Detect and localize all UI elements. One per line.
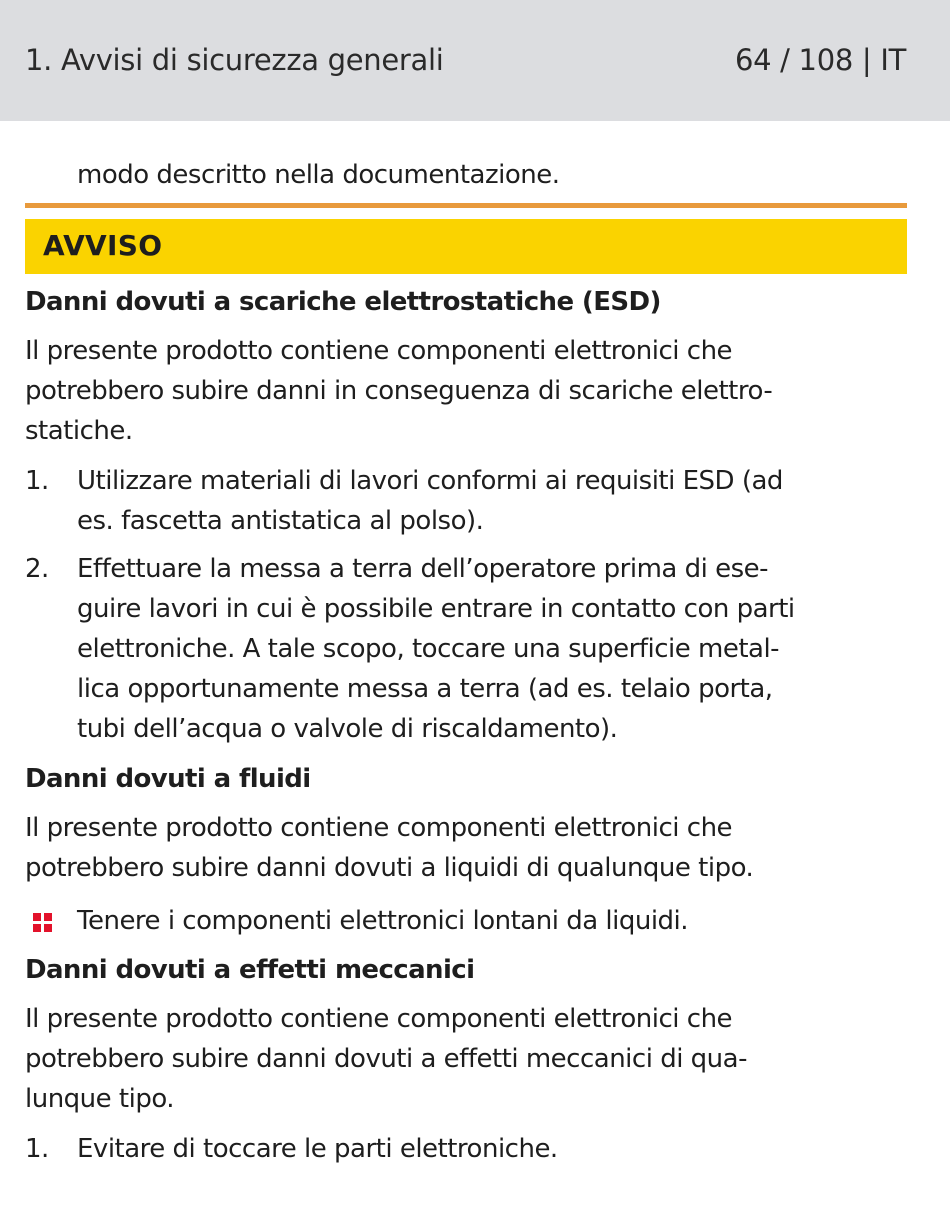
mechanical-heading: Danni dovuti a effetti meccanici <box>25 955 475 985</box>
step-number: 2. <box>25 554 49 584</box>
body-line: Il presente prodotto contiene componenti elettronici che <box>25 336 733 366</box>
body-line: statiche. <box>25 416 133 446</box>
mechanical-body <box>25 999 747 1119</box>
section-title: 1. Avvisi di sicurezza generali <box>25 43 444 77</box>
step-text <box>77 461 783 541</box>
page-number: 64 / 108 | IT <box>734 43 906 77</box>
notice-divider <box>25 203 907 208</box>
body-line: Il presente prodotto contiene componenti elettronici che <box>25 1004 733 1034</box>
esd-section <box>25 282 661 322</box>
fluids-heading: Danni dovuti a fluidi <box>25 764 311 794</box>
notice-label: AVVISO <box>43 229 163 262</box>
step-line: Evitare di toccare le parti elettroniche. <box>77 1134 558 1164</box>
body-line: Il presente prodotto contiene componenti elettronici che <box>25 813 733 843</box>
red-grid-bullet-icon <box>33 913 53 933</box>
step-number: 1. <box>25 1134 49 1164</box>
step-text <box>77 1129 558 1169</box>
step-line: lica opportunamente messa a terra (ad es. telaio porta, <box>77 674 773 704</box>
step-line: guire lavori in cui è possibile entrare in contatto con parti <box>77 594 795 624</box>
body-line: potrebbero subire danni dovuti a effetti meccanici di qua- <box>25 1044 747 1074</box>
body-line: lunque tipo. <box>25 1084 175 1114</box>
step-line: elettroniche. A tale scopo, toccare una superficie metal- <box>77 634 780 664</box>
body-line: potrebbero subire danni dovuti a liquidi di qualunque tipo. <box>25 853 754 883</box>
bullet-text <box>77 901 688 941</box>
esd-body <box>25 331 772 451</box>
body-line: potrebbero subire danni in conseguenza di scariche elettro- <box>25 376 773 406</box>
esd-heading: Danni dovuti a scariche elettrostatiche (ESD) <box>25 287 661 317</box>
fluids-body <box>25 808 753 888</box>
step-text <box>77 549 795 749</box>
mechanical-section <box>25 950 474 990</box>
step-line: tubi dell’acqua o valvole di riscaldamento). <box>77 714 618 744</box>
continued-paragraph: modo descritto nella documentazione. <box>77 160 560 190</box>
notice-banner <box>25 219 907 274</box>
bullet-line: Tenere i componenti elettronici lontani da liquidi. <box>77 906 689 936</box>
step-line: Effettuare la messa a terra dell’operatore prima di ese- <box>77 554 769 584</box>
page-header <box>0 0 950 121</box>
step-number: 1. <box>25 466 49 496</box>
step-line: Utilizzare materiali di lavori conformi ai requisiti ESD (ad <box>77 466 783 496</box>
fluids-section <box>25 759 311 799</box>
step-line: es. fascetta antistatica al polso). <box>77 506 484 536</box>
